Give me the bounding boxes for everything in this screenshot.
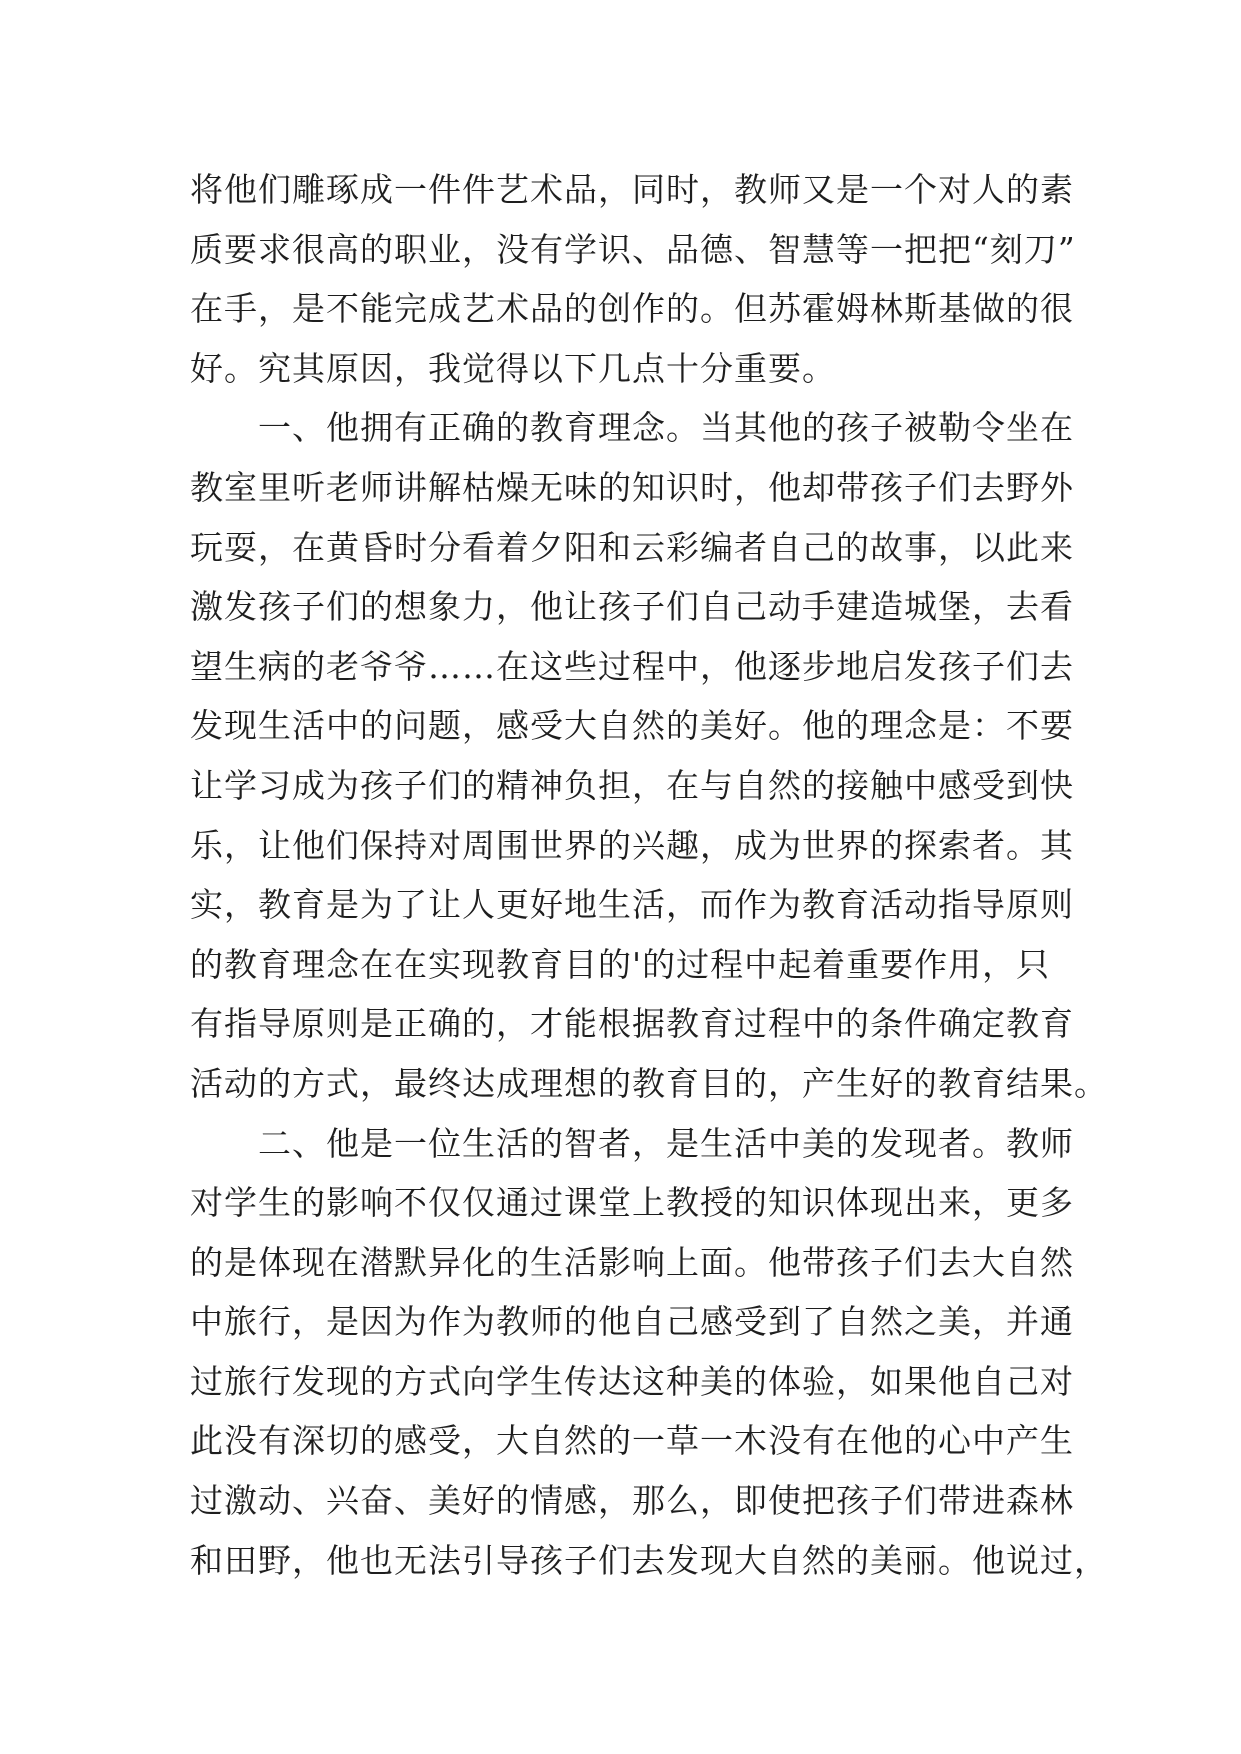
text-line: 好。究其原因，我觉得以下几点十分重要。 <box>190 348 836 388</box>
text-line: 玩耍，在黄昏时分看着夕阳和云彩编者自己的故事，以此来 <box>190 527 1074 567</box>
text-line: 激发孩子们的想象力，他让孩子们自己动手建造城堡，去看 <box>190 587 1074 627</box>
text-line: 的是体现在潜默异化的生活影响上面。他带孩子们去大自然 <box>190 1242 1074 1282</box>
text-line: 对学生的影响不仅仅通过课堂上教授的知识体现出来，更多 <box>190 1183 1074 1223</box>
text-line: 发现生活中的问题，感受大自然的美好。他的理念是：不要 <box>190 706 1074 746</box>
text-line: 乐，让他们保持对周围世界的兴趣，成为世界的探索者。其 <box>190 825 1074 865</box>
text-line: 中旅行，是因为作为教师的他自己感受到了自然之美，并通 <box>190 1302 1074 1342</box>
text-line: 望生病的老爷爷……在这些过程中，他逐步地启发孩子们去 <box>190 646 1074 686</box>
text-line: 的教育理念在在实现教育目的'的过程中起着重要作用，只 <box>190 944 1051 984</box>
text-line: 和田野，他也无法引导孩子们去发现大自然的美丽。他说过， <box>190 1540 1108 1580</box>
text-line: 将他们雕琢成一件件艺术品，同时，教师又是一个对人的素 <box>190 170 1074 209</box>
text-line: 让学习成为孩子们的精神负担，在与自然的接触中感受到快 <box>190 765 1074 805</box>
text-line: 质要求很高的职业，没有学识、品德、智慧等一把把“刻刀” <box>190 229 1076 269</box>
body-text <box>190 160 1108 1590</box>
text-line: 一、他拥有正确的教育理念。当其他的孩子被勒令坐在 <box>258 408 1074 448</box>
text-line: 活动的方式，最终达成理想的教育目的，产生好的教育结果。 <box>190 1063 1108 1103</box>
text-line: 教室里听老师讲解枯燥无味的知识时，他却带孩子们去野外 <box>190 467 1074 507</box>
text-line: 过旅行发现的方式向学生传达这种美的体验，如果他自己对 <box>190 1361 1074 1401</box>
text-line: 此没有深切的感受，大自然的一草一木没有在他的心中产生 <box>190 1421 1074 1461</box>
text-line: 有指导原则是正确的，才能根据教育过程中的条件确定教育 <box>190 1004 1074 1044</box>
text-line: 实，教育是为了让人更好地生活，而作为教育活动指导原则 <box>190 885 1074 925</box>
text-line: 过激动、兴奋、美好的情感，那么，即使把孩子们带进森林 <box>190 1481 1074 1521</box>
text-line: 在手，是不能完成艺术品的创作的。但苏霍姆林斯基做的很 <box>190 289 1074 329</box>
text-line: 二、他是一位生活的智者，是生活中美的发现者。教师 <box>258 1123 1074 1163</box>
